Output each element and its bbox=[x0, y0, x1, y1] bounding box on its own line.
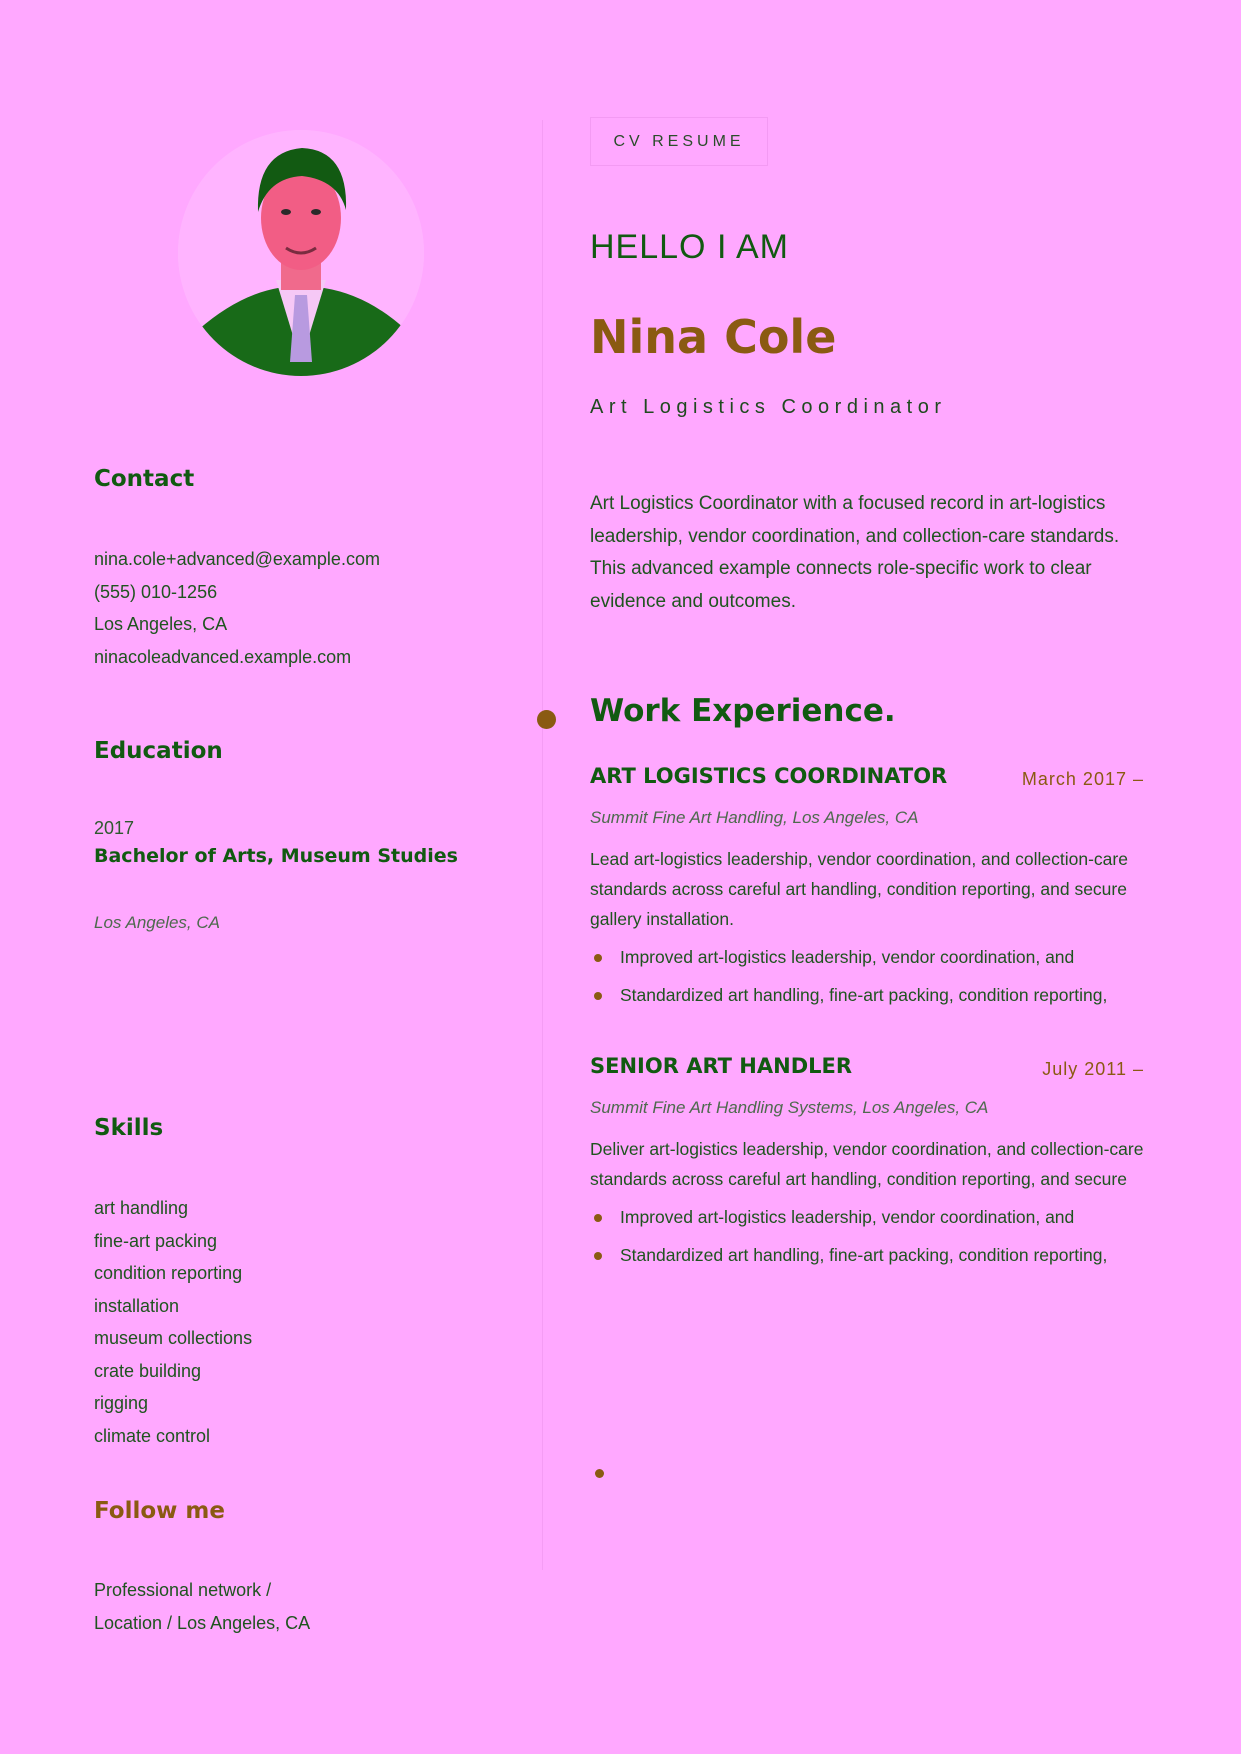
follow-heading: Follow me bbox=[94, 1498, 225, 1524]
contact-list bbox=[94, 543, 380, 673]
job-bullet: Standardized art handling, fine-art packing, condition reporting, bbox=[590, 1242, 1150, 1270]
profile-photo bbox=[178, 130, 424, 376]
summary-paragraph: Art Logistics Coordinator with a focused record in art-logistics leadership, vendor coordination, and collection-care standards. This advanced example connects role-specific work to clear evidence and outcomes. bbox=[590, 493, 1120, 612]
skill-item: rigging bbox=[94, 1393, 149, 1413]
skills-list bbox=[94, 1192, 252, 1452]
contact-heading: Contact bbox=[94, 466, 195, 492]
contact-website[interactable]: ninacoleadvanced.example.com bbox=[94, 646, 352, 667]
skill-item: condition reporting bbox=[94, 1263, 243, 1283]
education-heading: Education bbox=[94, 738, 223, 764]
job-title: SENIOR ART HANDLER bbox=[590, 1054, 853, 1078]
timeline-marker bbox=[537, 710, 556, 729]
contact-location: Los Angeles, CA bbox=[94, 614, 228, 634]
skills-heading: Skills bbox=[94, 1115, 164, 1141]
job-date: March 2017 – bbox=[1021, 769, 1144, 789]
job-bullet: Improved art-logistics leadership, vendor coordination, and bbox=[590, 1204, 1150, 1232]
job-title: ART LOGISTICS COORDINATOR bbox=[590, 764, 948, 788]
timeline-marker-small bbox=[595, 1469, 604, 1478]
role-subtitle: Art Logistics Coordinator bbox=[590, 396, 947, 418]
portrait-image bbox=[178, 130, 424, 376]
education-degree: Bachelor of Arts, Museum Studies bbox=[94, 845, 458, 867]
work-experience-heading: Work Experience. bbox=[590, 693, 896, 729]
contact-email[interactable]: nina.cole+advanced@example.com bbox=[94, 549, 380, 569]
job-description: Lead art-logistics leadership, vendor coordination, and collection-care standards across careful art handling, condition reporting, and secure gallery installation. bbox=[590, 849, 1128, 929]
education-year: 2017 bbox=[94, 818, 135, 838]
follow-network[interactable]: Professional network / bbox=[94, 1580, 272, 1600]
follow-list bbox=[94, 1574, 310, 1639]
cv-resume-tag: CV RESUME bbox=[590, 117, 768, 166]
follow-location: Location / Los Angeles, CA bbox=[94, 1612, 311, 1633]
job-bullet: Improved art-logistics leadership, vendor coordination, and bbox=[590, 944, 1150, 972]
skill-item: installation bbox=[94, 1295, 180, 1316]
skill-item: crate building bbox=[94, 1360, 202, 1381]
contact-phone[interactable]: (555) 010-1256 bbox=[94, 581, 218, 602]
column-divider bbox=[542, 120, 543, 1570]
skill-item: art handling bbox=[94, 1198, 189, 1218]
job-bullet: Standardized art handling, fine-art packing, condition reporting, bbox=[590, 982, 1150, 1010]
greeting-heading: HELLO I AM bbox=[590, 228, 789, 266]
job-description: Deliver art-logistics leadership, vendor coordination, and collection-care standards across careful art handling, condition reporting, and secure bbox=[590, 1139, 1144, 1189]
skill-item: museum collections bbox=[94, 1328, 253, 1348]
job-company: Summit Fine Art Handling, Los Angeles, CA bbox=[590, 808, 919, 827]
education-location: Los Angeles, CA bbox=[94, 913, 220, 932]
skill-item: climate control bbox=[94, 1425, 211, 1446]
skill-item: fine-art packing bbox=[94, 1230, 218, 1251]
job-date: July 2011 – bbox=[1042, 1059, 1144, 1079]
job-company: Summit Fine Art Handling Systems, Los Angeles, CA bbox=[590, 1098, 989, 1117]
name-heading: Nina Cole bbox=[590, 310, 837, 364]
